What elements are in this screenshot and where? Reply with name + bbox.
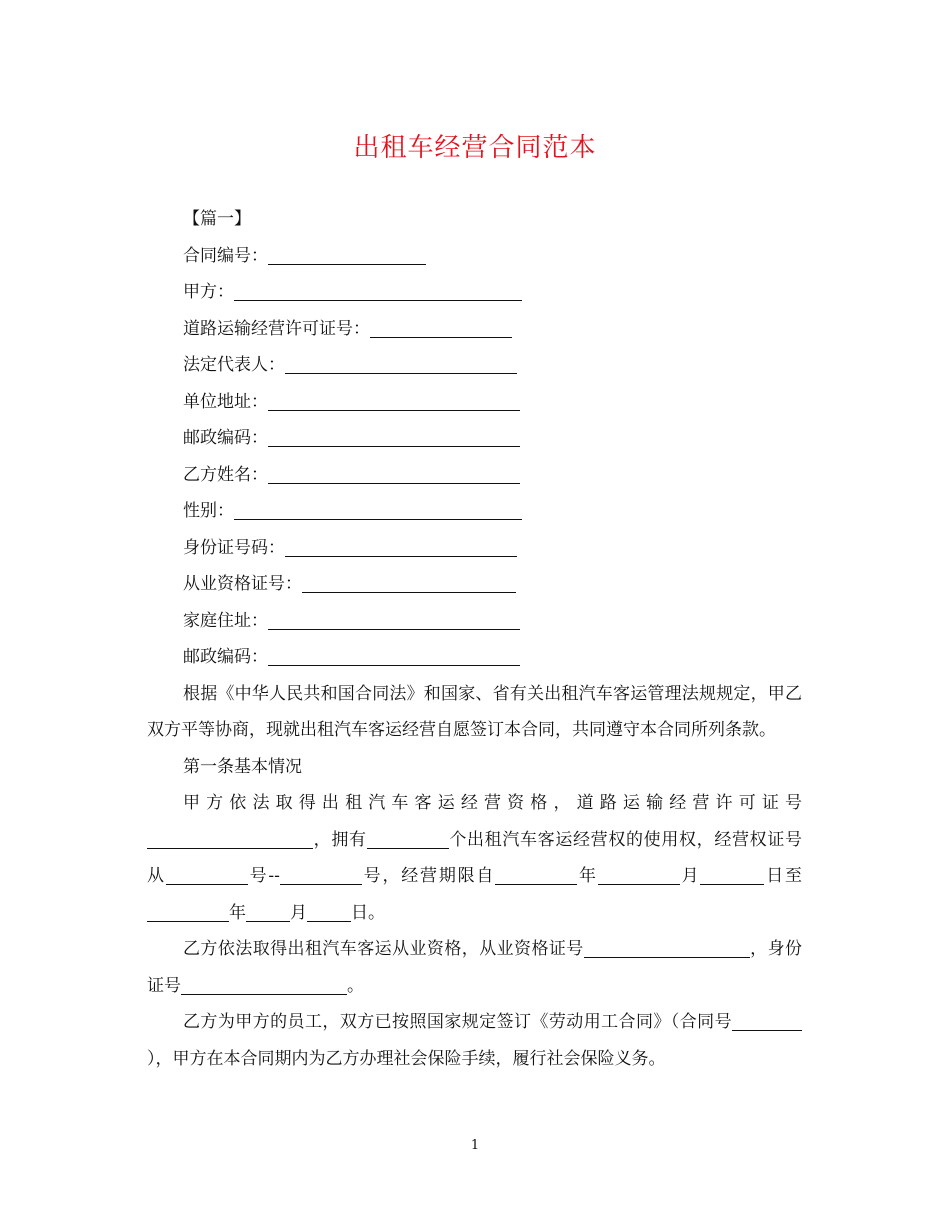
blank-line — [584, 935, 750, 958]
field-gender — [147, 493, 802, 530]
blank-line — [268, 461, 520, 484]
field-label: 法定代表人： — [183, 355, 285, 375]
blank-line — [280, 862, 362, 885]
blank-line — [285, 534, 517, 557]
blank-line — [147, 899, 229, 922]
field-label: 合同编号： — [183, 245, 268, 266]
field-label: 甲方： — [183, 282, 234, 302]
field-qualification-number — [147, 566, 802, 603]
blank-line — [268, 388, 520, 411]
text-run: 日。 — [351, 902, 385, 923]
blank-line — [307, 899, 351, 922]
field-label: 身份证号码： — [183, 537, 285, 558]
field-label: 乙方姓名： — [183, 464, 268, 485]
blank-line — [166, 862, 248, 885]
text-run: 月 — [290, 902, 307, 923]
section-heading: 【篇一】 — [183, 209, 251, 229]
blank-line — [234, 278, 522, 301]
field-party-b-name — [147, 457, 802, 494]
text-run: 身份证号 — [147, 939, 803, 996]
text-run: 。 — [347, 975, 364, 996]
text-run: 甲方依法取得出租汽车客运经营资格，道路运输经营许可证号 — [183, 793, 802, 813]
field-home-address — [147, 603, 802, 640]
text-run: ），甲方在本合同期内为乙方办理社会保险手续，履行社会保险义务。 — [147, 1048, 666, 1069]
field-label: 道路运输经营许可证号： — [183, 318, 370, 339]
text-run: 证号从 — [147, 829, 803, 886]
page-number: 1 — [470, 1138, 480, 1153]
blank-line — [268, 643, 520, 666]
field-label: 邮政编码： — [183, 647, 268, 667]
text-run: ，拥有 — [313, 829, 367, 850]
blank-line — [246, 899, 290, 922]
blank-line — [598, 862, 680, 885]
text-run: 个出租汽车客运经营权的使用权，经营权 — [448, 829, 768, 850]
field-id-number — [147, 530, 802, 567]
blank-line — [147, 826, 313, 849]
document-body — [147, 201, 802, 1077]
blank-line — [732, 1008, 802, 1031]
blank-line — [367, 826, 449, 849]
article-1-heading: 第一条基本情况 — [183, 756, 302, 777]
field-license-number — [147, 311, 802, 348]
field-label: 家庭住址： — [183, 610, 268, 631]
article-1-paragraph-3 — [147, 1004, 802, 1077]
blank-line — [495, 862, 577, 885]
text-run: 年 — [229, 902, 246, 923]
text-run: 月 — [679, 866, 701, 886]
field-postal-code-b — [147, 639, 802, 676]
field-label: 从业资格证号： — [183, 574, 302, 594]
text-run: 乙方依法取得出租汽车客运从业资格，从业资格证号 — [183, 939, 584, 959]
field-label: 邮政编码： — [183, 428, 268, 448]
field-legal-representative — [147, 347, 802, 384]
text-run: 号-- — [247, 866, 280, 886]
intro-paragraph: 根据《中华人民共和国合同法》和国家、省有关出租汽车客运管理法规规定，甲乙双方平等协商，现就出租汽车客运经营自愿签订本合同，共同遵守本合同所列条款。 — [147, 683, 802, 740]
blank-line — [700, 862, 764, 885]
text-run: 号，经营期限自 — [361, 866, 496, 886]
text-run: 年 — [577, 866, 598, 886]
document-title: 出租车经营合同范本 — [353, 133, 597, 163]
field-postal-code-a — [147, 420, 802, 457]
field-company-address — [147, 384, 802, 421]
text-run: ， — [749, 939, 768, 959]
field-contract-number — [147, 238, 802, 275]
blank-line — [285, 351, 517, 374]
blank-line — [268, 242, 426, 265]
field-party-a — [147, 274, 802, 311]
text-run: 日至 — [764, 866, 803, 886]
blank-line — [268, 607, 520, 630]
field-label: 单位地址： — [183, 391, 268, 412]
article-1-paragraph-1 — [147, 785, 802, 931]
blank-line — [302, 570, 516, 593]
field-label: 性别： — [183, 501, 234, 521]
blank-line — [181, 972, 347, 995]
article-1-paragraph-2 — [147, 931, 802, 1004]
text-run: 乙方为甲方的员工，双方已按照国家规定签订《劳动用工合同》（合同号 — [183, 1012, 732, 1032]
blank-line — [234, 497, 522, 520]
blank-line — [268, 424, 520, 447]
blank-line — [370, 315, 512, 338]
